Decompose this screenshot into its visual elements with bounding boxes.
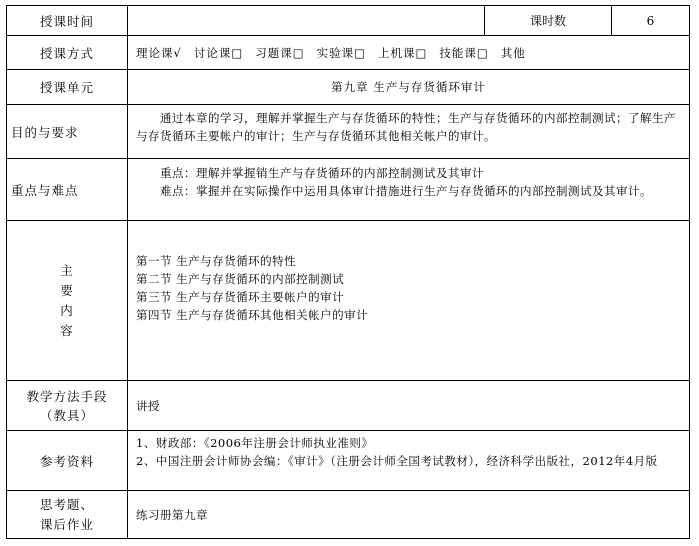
teaching-unit-cell	[128, 70, 689, 104]
row-key-points	[7, 159, 689, 221]
main-content-label-char: 要	[60, 282, 74, 298]
teaching-unit-label: 授课单元	[7, 70, 128, 104]
key-points-label: 重点与难点	[7, 159, 128, 220]
homework-label-line: 课后作业	[39, 516, 94, 532]
teaching-unit-value: 第九章 生产与存货循环审计	[331, 80, 486, 94]
goals-text: 通过本章的学习，理解并掌握生产与存货循环的特性；生产与存货循环的内部控制测试；了解生产与存货循环主要帐户的审计；生产与存货循环其他相关帐户的审计。	[136, 111, 676, 143]
mode-option: 上机课□	[377, 45, 428, 60]
class-hours-value: 6	[611, 6, 689, 35]
mode-option: 理论课√	[136, 45, 182, 60]
row-teaching-time	[7, 6, 689, 36]
mode-option: 其他	[500, 45, 526, 60]
mode-option: 习题课□	[255, 45, 305, 60]
row-teaching-unit	[7, 70, 689, 105]
main-content-label-char: 容	[60, 322, 74, 338]
teaching-time-value	[128, 6, 482, 35]
main-content-label	[7, 221, 128, 380]
key-point-text: 重点：理解并掌握销生产与存货循环的内部控制测试及其审计	[160, 166, 484, 180]
class-hours-label: 课时数	[484, 6, 611, 35]
reference-item: 2、中国注册会计师协会编：《审计》（注册会计师全国考试教材），经济科学出版社，2012年4月版	[136, 454, 658, 468]
section-item: 第一节 生产与存货循环的特性	[136, 254, 297, 268]
teaching-time-label: 授课时间	[7, 6, 128, 35]
course-plan-table	[6, 5, 690, 539]
mode-option: 实验课□	[316, 45, 366, 60]
row-homework	[7, 491, 689, 538]
mode-option: 技能课□	[439, 45, 489, 60]
mode-option: 讨论课□	[193, 45, 244, 60]
teaching-mode-label: 授课方式	[7, 36, 128, 69]
goals-label: 目的与要求	[7, 105, 128, 158]
homework-cell	[128, 491, 689, 538]
teaching-method-cell	[128, 381, 689, 430]
goals-cell	[128, 105, 689, 158]
homework-label	[7, 491, 128, 538]
row-teaching-method	[7, 381, 689, 431]
teaching-method-label-line: 教学方法手段	[26, 388, 108, 404]
section-item: 第三节 生产与存货循环主要帐户的审计	[136, 290, 345, 304]
main-content-label-char: 主	[60, 262, 74, 278]
main-content-label-char: 内	[60, 302, 74, 318]
homework-value: 练习册第九章	[136, 507, 208, 522]
teaching-mode-options	[128, 36, 689, 69]
teaching-method-label-line: （教具）	[39, 407, 94, 423]
references-cell	[128, 431, 689, 490]
section-item: 第二节 生产与存货循环的内部控制测试	[136, 272, 345, 286]
key-points-cell	[128, 159, 689, 220]
row-teaching-mode	[7, 36, 689, 70]
row-goals	[7, 105, 689, 159]
teaching-method-value: 讲授	[136, 398, 160, 413]
references-label: 参考资料	[7, 431, 128, 490]
section-item: 第四节 生产与存货循环其他相关帐户的审计	[136, 308, 369, 322]
row-main-content	[7, 221, 689, 381]
main-content-cell	[128, 221, 689, 380]
teaching-method-label	[7, 381, 128, 430]
difficulty-text: 难点：掌握并在实际操作中运用具体审计措施进行生产与存货循环的内部控制测试及其审计。	[160, 184, 652, 198]
homework-label-line: 思考题、	[39, 496, 94, 512]
row-references	[7, 431, 689, 491]
reference-item: 1、财政部：《2006年注册会计师执业准则》	[136, 436, 374, 450]
